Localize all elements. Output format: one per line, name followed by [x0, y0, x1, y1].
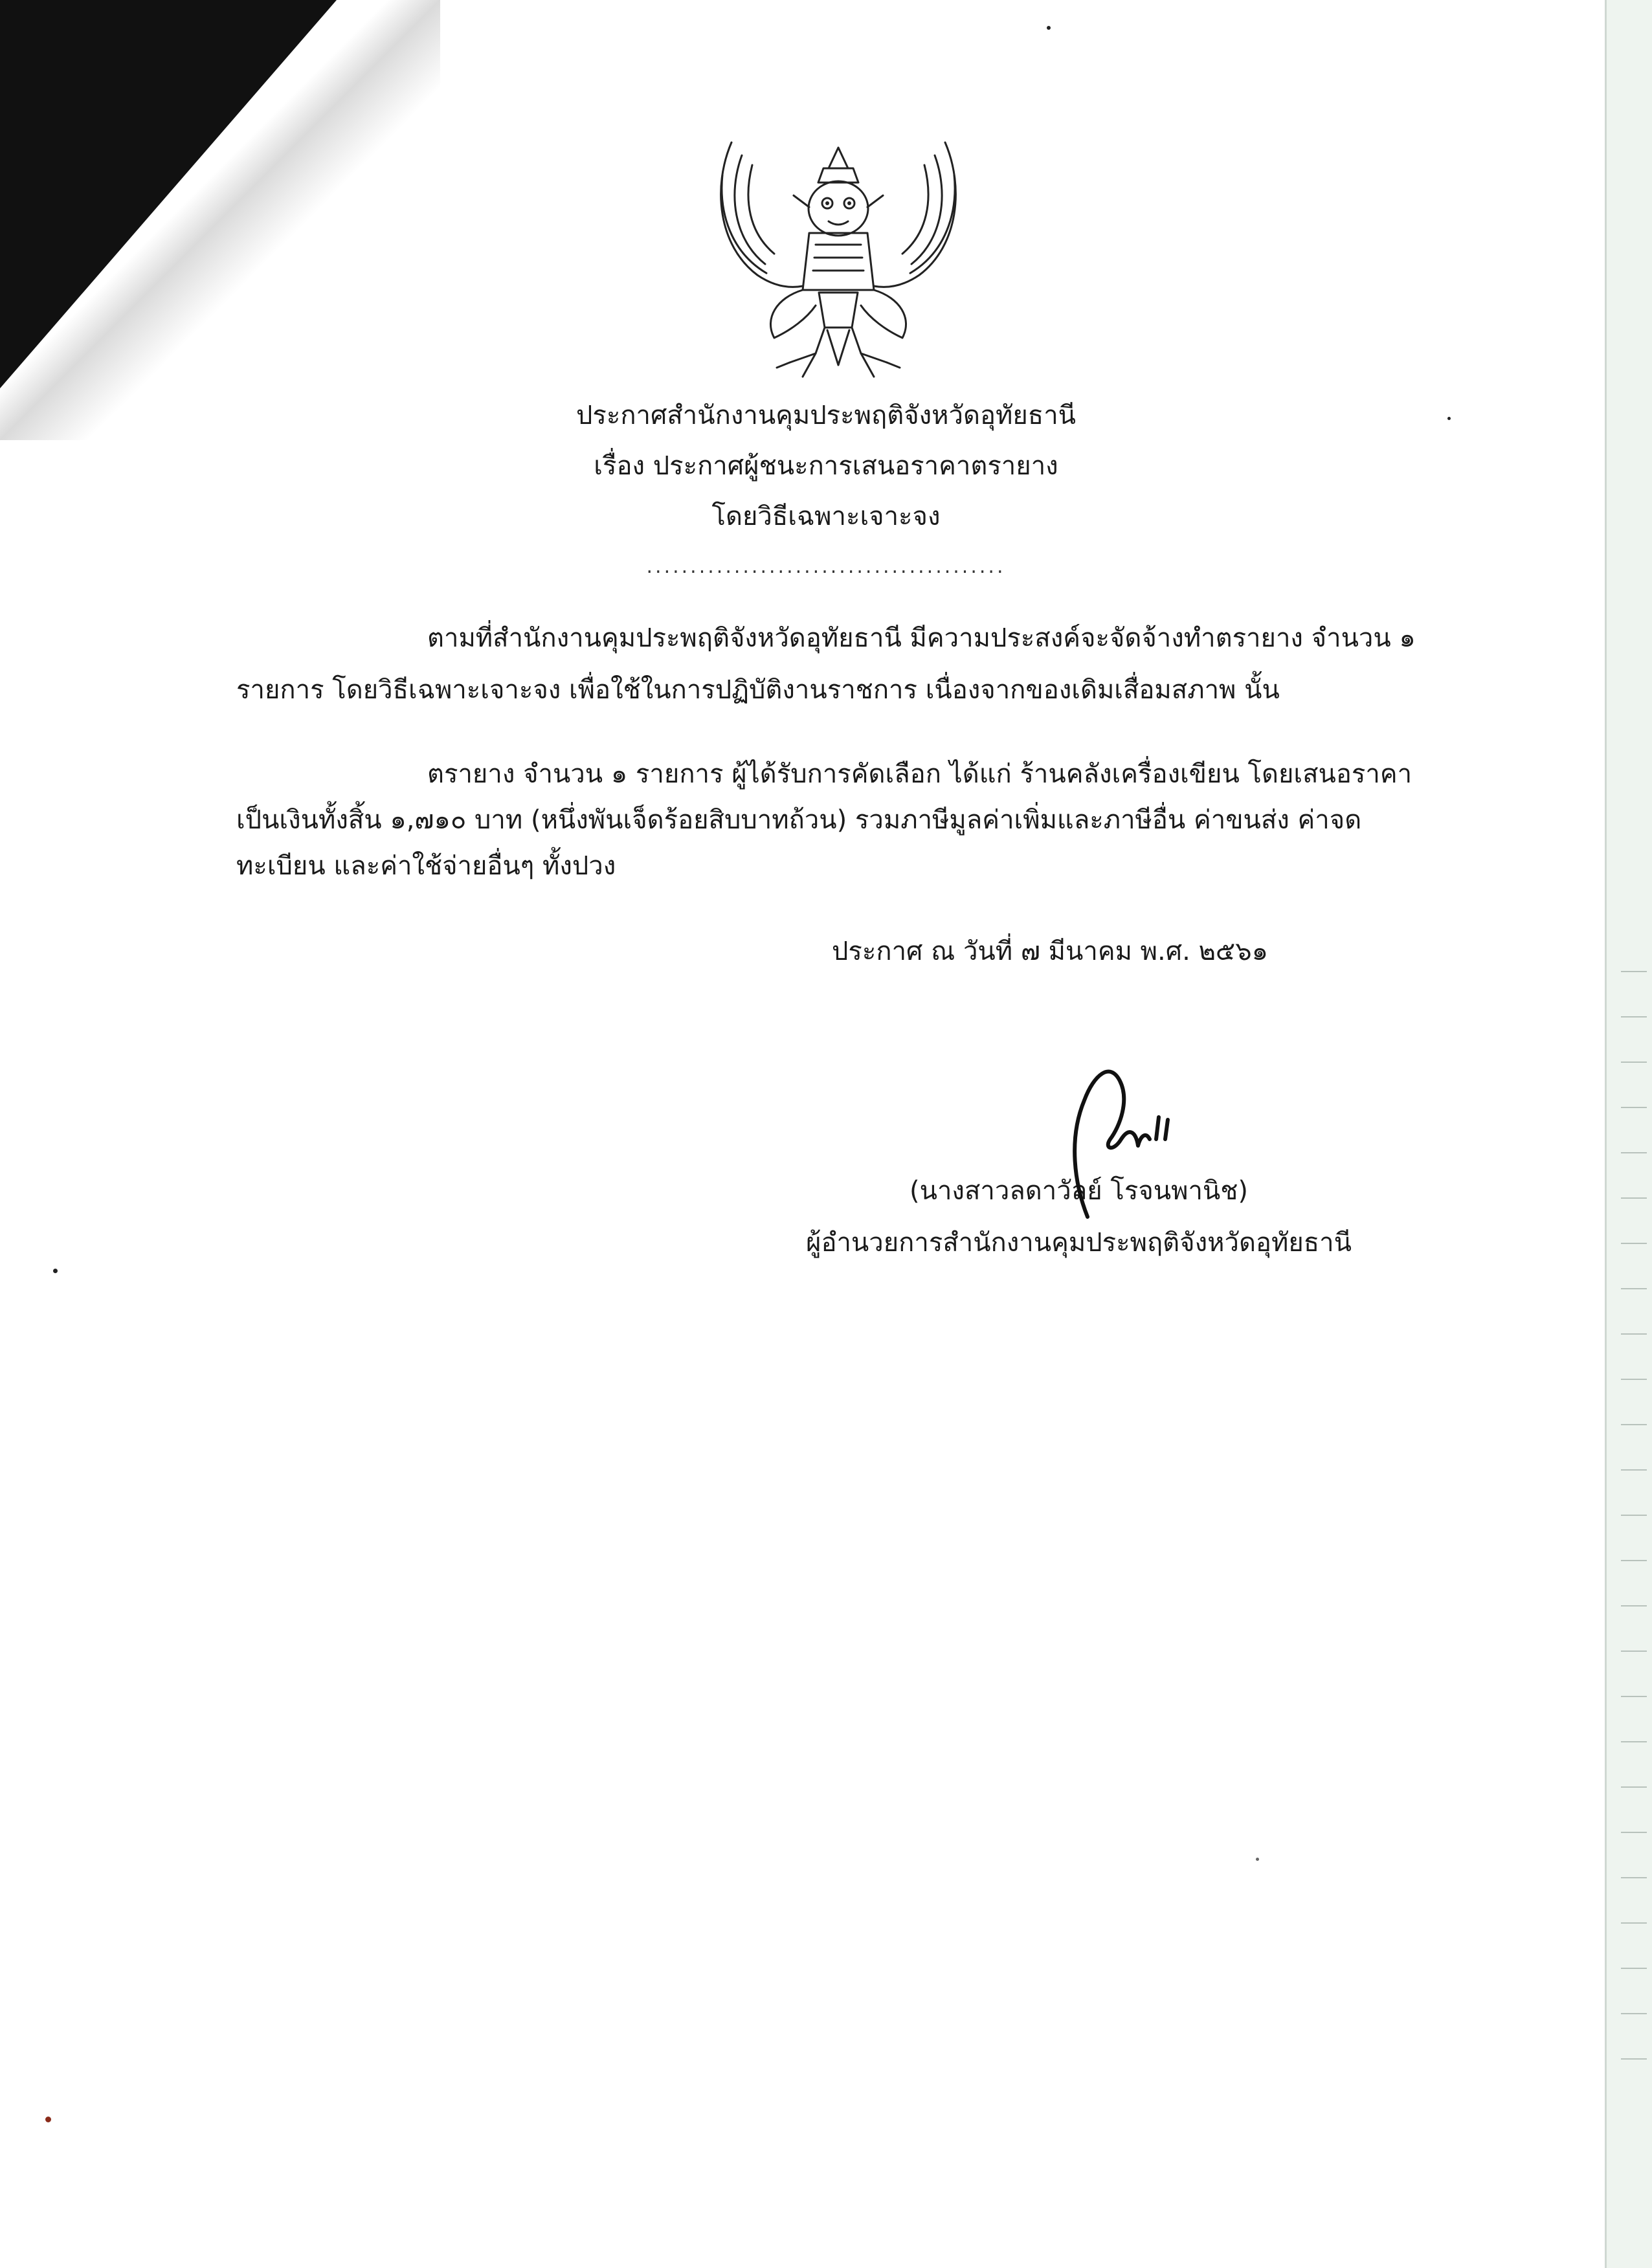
paragraph-1-line-2: รายการ โดยวิธีเฉพาะเจาะจง เพื่อใช้ในการปฏิบัติงานราชการ เนื่องจากของเดิมเสื่อมสภาพ นั้น — [236, 675, 1280, 705]
paragraph-2-line-2: เป็นเงินทั้งสิ้น ๑,๗๑๐ บาท (หนึ่งพันเจ็ดร้อยสิบบาทถ้วน) รวมภาษีมูลค่าเพิ่มและภาษีอื่น ค่าขนส่ง ค่าจด — [236, 805, 1362, 835]
signer-title: ผู้อำนวยการสำนักงานคุมประพฤติจังหวัดอุทัยธานี — [806, 1228, 1352, 1258]
paragraph-2-line-3: ทะเบียน และค่าใช้จ่ายอื่นๆ ทั้งปวง — [236, 851, 616, 881]
scan-speck — [1256, 1858, 1259, 1861]
scan-speck — [45, 2117, 51, 2122]
paragraph-1-line-1: ตามที่สำนักงานคุมประพฤติจังหวัดอุทัยธานี มีความประสงค์จะจัดจ้างทำตรายาง จำนวน ๑ — [427, 623, 1416, 653]
scan-speck — [1447, 417, 1451, 420]
title-separator: ......................................... — [646, 555, 1006, 578]
garuda-emblem-icon — [712, 136, 965, 388]
scan-speck — [53, 1269, 58, 1273]
scanner-edge-marks — [1621, 971, 1647, 2071]
paragraph-2-line-1: ตรายาง จำนวน ๑ รายการ ผู้ได้รับการคัดเลือก ได้แก่ ร้านคลังเครื่องเขียน โดยเสนอราคา — [427, 759, 1412, 789]
signer-name: (นางสาวลดาวัลย์ โรจนพานิช) — [910, 1176, 1249, 1206]
scanner-corner-fold — [0, 0, 440, 440]
scan-speck — [1047, 26, 1051, 30]
announcement-title: ประกาศสำนักงานคุมประพฤติจังหวัดอุทัยธานี — [575, 401, 1077, 430]
announcement-date: ประกาศ ณ วันที่ ๗ มีนาคม พ.ศ. ๒๕๖๑ — [832, 937, 1268, 966]
announcement-subject: เรื่อง ประกาศผู้ชนะการเสนอราคาตรายาง — [594, 451, 1058, 481]
handwritten-signature — [1049, 1055, 1230, 1223]
announcement-method: โดยวิธีเฉพาะเจาะจง — [711, 502, 941, 531]
